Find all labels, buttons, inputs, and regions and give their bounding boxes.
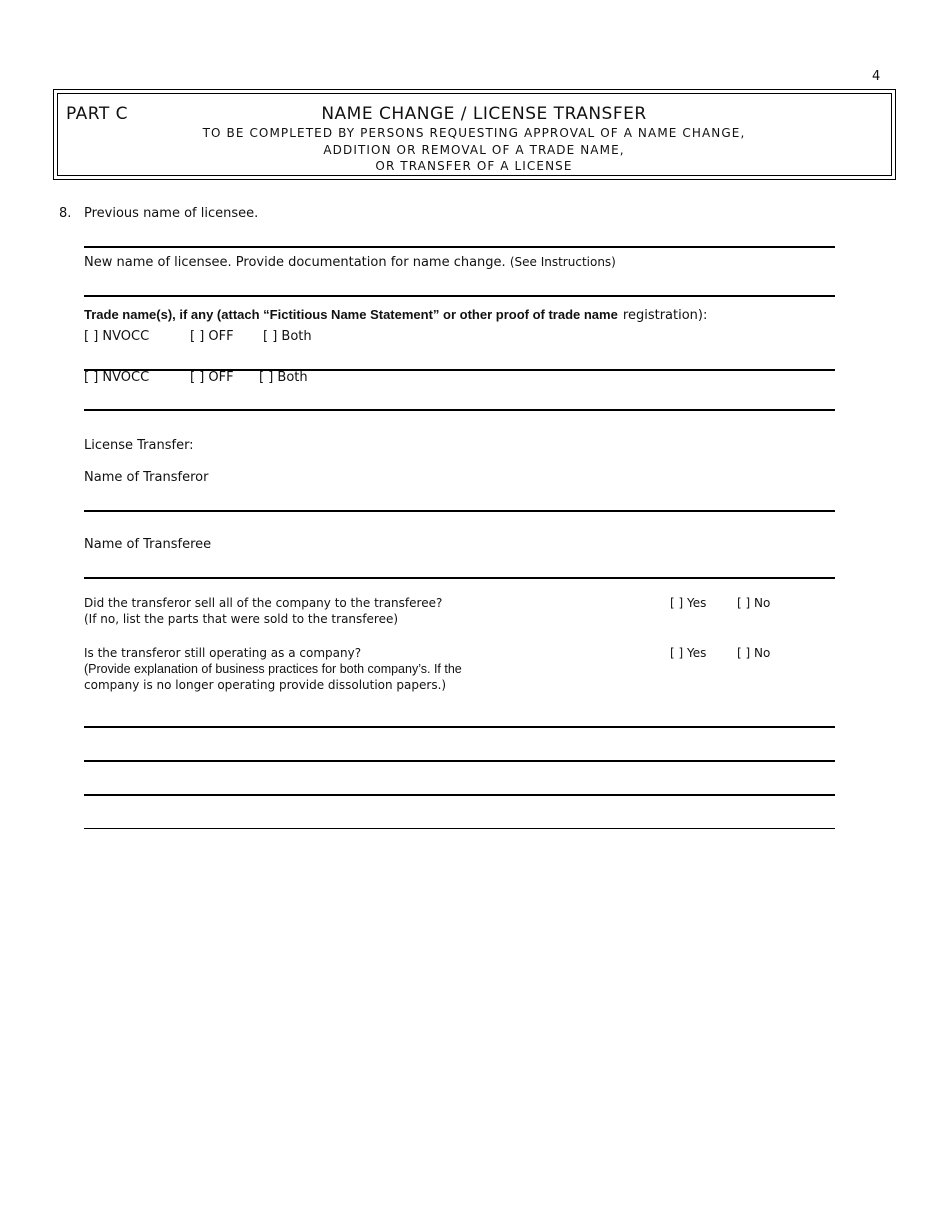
trade-row-1-both-checkbox[interactable]: [ ] Both [263,329,312,344]
part-label: PART C [66,104,129,124]
trade-name-field-2[interactable] [84,409,835,411]
question-1-line-1: Did the transferor sell all of the company to the transferee? [84,596,443,610]
subtitle-line-1: TO BE COMPLETED BY PERSONS REQUESTING APPROVAL OF A NAME CHANGE, [202,126,746,140]
question-1-line-2: (If no, list the parts that were sold to the transferee) [84,612,399,626]
license-transfer-label: License Transfer: [84,438,194,453]
transferor-label: Name of Transferor [84,470,209,485]
question-2-line-2: (Provide explanation of business practices for both company’s. If the [84,662,462,676]
trade-row-1-nvocc-checkbox[interactable]: [ ] NVOCC [84,329,150,344]
trade-row-1-off-checkbox[interactable]: [ ] OFF [190,329,234,344]
transferor-field[interactable] [84,510,835,512]
trade-name-label-rest: registration): [622,308,708,323]
subtitle-line-2: ADDITION OR REMOVAL OF A TRADE NAME, [323,143,625,157]
previous-name-field[interactable] [84,246,835,248]
question-1-yes-checkbox[interactable]: [ ] Yes [670,596,707,610]
previous-name-label: Previous name of licensee. [84,206,259,221]
subtitle-line-3: OR TRANSFER OF A LICENSE [375,159,573,173]
page-title: NAME CHANGE / LICENSE TRANSFER [321,104,647,124]
new-name-field[interactable] [84,295,835,297]
explanation-field-1[interactable] [84,726,835,728]
trade-name-label-bold: Trade name(s), if any (attach “Fictitious Name Statement” or other proof of trade name [84,307,618,322]
trade-row-2-both-checkbox[interactable]: [ ] Both [259,370,308,385]
explanation-field-2[interactable] [84,760,835,762]
transferee-label: Name of Transferee [84,537,212,552]
trade-name-label [84,304,707,323]
section-number: 8. [59,206,72,221]
question-1-no-checkbox[interactable]: [ ] No [737,596,771,610]
explanation-field-3[interactable] [84,794,835,796]
trade-row-2-nvocc-checkbox[interactable]: [ ] NVOCC [84,370,150,385]
question-2-line-3: company is no longer operating provide dissolution papers.) [84,678,447,692]
question-2-yes-checkbox[interactable]: [ ] Yes [670,646,707,660]
question-2-no-checkbox[interactable]: [ ] No [737,646,771,660]
trade-row-2-off-checkbox[interactable]: [ ] OFF [190,370,234,385]
new-name-label [84,255,616,270]
question-2-line-1: Is the transferor still operating as a company? [84,646,362,660]
page-number: 4 [872,69,881,84]
see-instructions-note: (See Instructions) [509,255,616,269]
explanation-field-4[interactable] [84,828,835,829]
new-name-label-text: New name of licensee. Provide documentation for name change. [84,255,506,270]
transferee-field[interactable] [84,577,835,579]
